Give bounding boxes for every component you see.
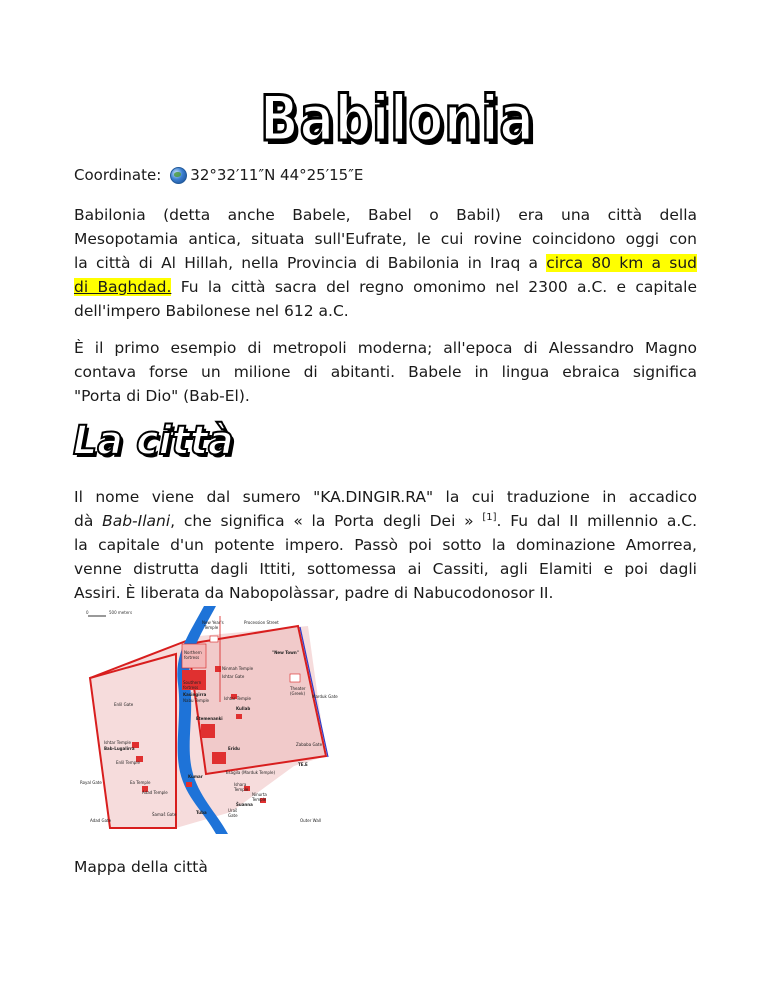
city-line-3: la capitale d'un potente impero. Passò poi sotto la dominazione Amorrea, <box>74 536 697 554</box>
map-adad-temple <box>186 782 192 787</box>
map-label-temple2: Temple <box>234 787 249 792</box>
map-label-eridu: Eridu <box>228 746 240 751</box>
city-map <box>76 606 364 834</box>
intro-line-5: dell'impero Babilonese nel 612 a.C. <box>74 302 349 320</box>
city-paragraph <box>74 485 697 605</box>
map-label-fortress2: fortress <box>183 685 199 690</box>
map-label-marduk-gate: Marduk Gate <box>312 694 338 699</box>
map-label-ishtar-gate: Ishtar Gate <box>222 674 245 679</box>
map-label-urash: Uraš <box>228 808 238 813</box>
city-line-2-post: . Fu dal II millennio a.C. <box>496 512 697 530</box>
map-label-royal-gate: Royal Gate <box>80 780 102 785</box>
map-kullab-building <box>236 714 242 719</box>
city-line-2 <box>74 509 697 533</box>
city-line-2-pre: dà <box>74 512 103 530</box>
city-name-italic: Bab-Ilani <box>102 512 171 530</box>
map-label-bab-lugalirra: Bab-Lugalirra <box>104 746 135 751</box>
map-label-ninmah: Ninmah Temple <box>222 666 254 671</box>
map-label-zababa-gate: Zababa Gate <box>296 742 323 747</box>
intro-line-3 <box>74 251 697 275</box>
city-line-5: Assiri. È liberata da Nabopolàssar, padre di Nabucodonosor II. <box>74 584 554 602</box>
metropolis-line-1: È il primo esempio di metropoli moderna; all'epoca di Alessandro Magno <box>74 339 697 357</box>
metropolis-paragraph <box>74 336 697 408</box>
reference-link[interactable]: [1] <box>482 511 497 523</box>
map-label-shamash-gate: Šamaš Gate <box>152 812 177 817</box>
map-label-new-town: "New Town" <box>272 650 299 655</box>
coordinates-value: 32°32′11″N 44°25′15″E <box>190 166 364 184</box>
map-label-esagila: Esagila (Marduk Temple) <box>226 770 276 775</box>
map-caption: Mappa della città <box>74 858 208 876</box>
map-label-temple: Temple <box>204 625 219 630</box>
map-label-ishtar-temple2: Ishtar Temple <box>104 740 131 745</box>
metropolis-line-3: "Porta di Dio" (Bab-El). <box>74 387 250 405</box>
intro-line-2: Mesopotamia antica, situata sull'Eufrate, le cui rovine coincidono oggi con <box>74 230 697 248</box>
map-label-kasingirra: Kasingirra <box>183 692 207 697</box>
map-label-northern: Northern <box>184 650 202 655</box>
map-label-ishtar-temple: Ishtar Temple <box>224 696 251 701</box>
map-theater <box>290 674 300 682</box>
map-label-procession: Procession Street <box>244 620 279 625</box>
map-label-adad-temple: Adad Temple <box>142 790 168 795</box>
map-esagila <box>212 752 226 764</box>
map-label-ninurta: Ninurta <box>252 792 267 797</box>
map-new-years-temple <box>210 636 218 642</box>
map-label-greek: (Greek) <box>290 691 306 696</box>
globe-icon[interactable] <box>170 167 187 184</box>
map-label-fortress: fortress <box>184 655 200 660</box>
map-label-kullab: Kullab <box>236 706 251 711</box>
map-scale-zero: 0 <box>86 610 89 615</box>
map-etemenanki <box>201 724 215 738</box>
city-line-2-mid: , che significa « la Porta degli Dei » <box>170 512 483 530</box>
map-label-tuba: Tuba <box>196 810 207 815</box>
city-line-4: venne distrutta dagli Ittiti, sottomessa ai Cassiti, agli Elamiti e poi dagli <box>74 560 697 578</box>
highlight-distance: circa 80 km a sud <box>546 254 698 272</box>
map-label-ishara: Ishara <box>234 782 247 787</box>
map-label-adad-gate: Adad Gate <box>90 818 112 823</box>
map-label-tell: TE.E <box>298 762 308 767</box>
map-label-gate: Gate <box>228 813 238 818</box>
highlight-baghdad: di Baghdad. <box>74 278 172 296</box>
map-label-ea-temple: Ea Temple <box>130 780 151 785</box>
map-label-new-years: New Year's <box>202 620 224 625</box>
intro-paragraph <box>74 203 697 323</box>
coordinates-label: Coordinate: <box>74 166 162 184</box>
intro-line-3-text: la città di Al Hillah, nella Provincia di Babilonia in Iraq a <box>74 254 547 272</box>
map-label-kumar: Kumar <box>188 774 203 779</box>
map-scale-label: 500 meters <box>109 610 133 615</box>
map-label-shuanna: Šuanna <box>236 802 253 807</box>
map-label-temple3: Temple <box>252 797 267 802</box>
intro-line-1: Babilonia (detta anche Babele, Babel o Babil) era una città della <box>74 206 697 224</box>
map-label-enlil-temple: Enlil Temple <box>116 760 140 765</box>
map-label-theater: Theater <box>290 686 306 691</box>
document-title: Babilonia <box>260 82 535 155</box>
city-line-1: Il nome viene dal sumero "KA.DINGIR.RA" la cui traduzione in accadico <box>74 488 697 506</box>
coordinates-line <box>74 166 363 184</box>
map-label-outer-wall: Outer Wall <box>300 818 322 823</box>
intro-line-4-text: Fu la città sacra del regno omonimo nel 2300 a.C. e capitale <box>171 278 697 296</box>
metropolis-line-2: contava forse un milione di abitanti. Babele in lingua ebraica significa <box>74 363 697 381</box>
intro-line-4 <box>74 275 697 299</box>
section-title: La città <box>73 418 234 464</box>
map-label-enlil-gate: Enlil Gate <box>114 702 134 707</box>
map-label-southern: Southern <box>183 680 202 685</box>
map-label-nabu: Nabu Temple <box>183 698 210 703</box>
map-label-etemenanki: Etemenanki <box>196 716 223 721</box>
